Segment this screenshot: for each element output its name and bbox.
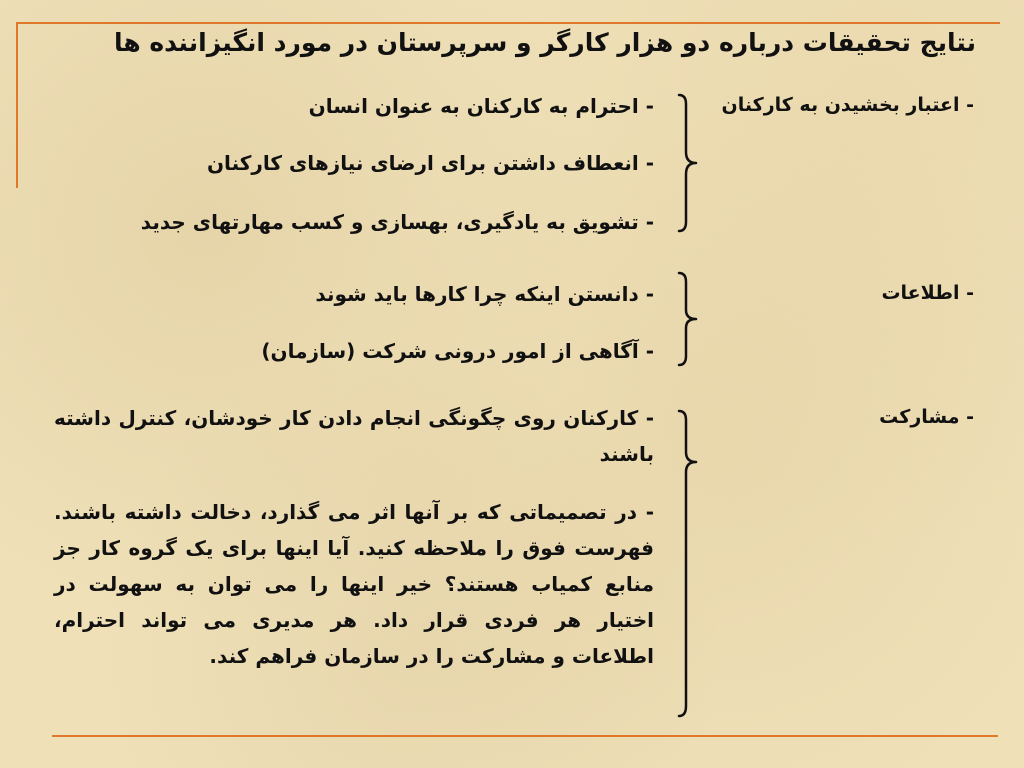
list-item: - احترام به کارکنان به عنوان انسان <box>308 94 654 118</box>
group-label-participation: - مشارکت <box>879 406 974 428</box>
group-label-recognition: - اعتبار بخشیدن به کارکنان <box>721 94 974 116</box>
list-item: - انعطاف داشتن برای ارضای نیازهای کارکنان <box>206 151 654 175</box>
list-item: - دانستن اینکه چرا کارها باید شوند <box>315 282 654 306</box>
slide-title: نتایج تحقیقات درباره دو هزار کارگر و سرپرستان در مورد انگیزاننده ها <box>113 28 976 57</box>
left-rule <box>16 22 18 188</box>
list-item: - در تصمیماتی که بر آنها اثر می گذارد، دخالت داشته باشند. فهرست فوق را ملاحظه کنید. آیا اینها برای یک گروه کار جز منابع کمیاب هستند؟ خیر اینها را می توان به سهولت در اختیار هر فردی قرار داد. هر مدیری می تواند احترام، اطلاعات و مشارکت را در سازمان فراهم کند. <box>54 500 654 668</box>
brace-icon <box>672 92 702 234</box>
top-rule <box>16 22 1000 24</box>
list-item: - آگاهی از امور درونی شرکت (سازمان) <box>261 339 654 363</box>
bottom-rule <box>52 735 998 737</box>
list-item: - کارکنان روی چگونگی انجام دادن کار خودشان، کنترل داشته باشند <box>54 406 654 466</box>
list-item: - تشویق به یادگیری، بهسازی و کسب مهارتهای جدید <box>140 210 654 234</box>
group-label-information: - اطلاعات <box>881 282 974 304</box>
brace-icon <box>672 408 702 720</box>
brace-icon <box>672 270 702 368</box>
